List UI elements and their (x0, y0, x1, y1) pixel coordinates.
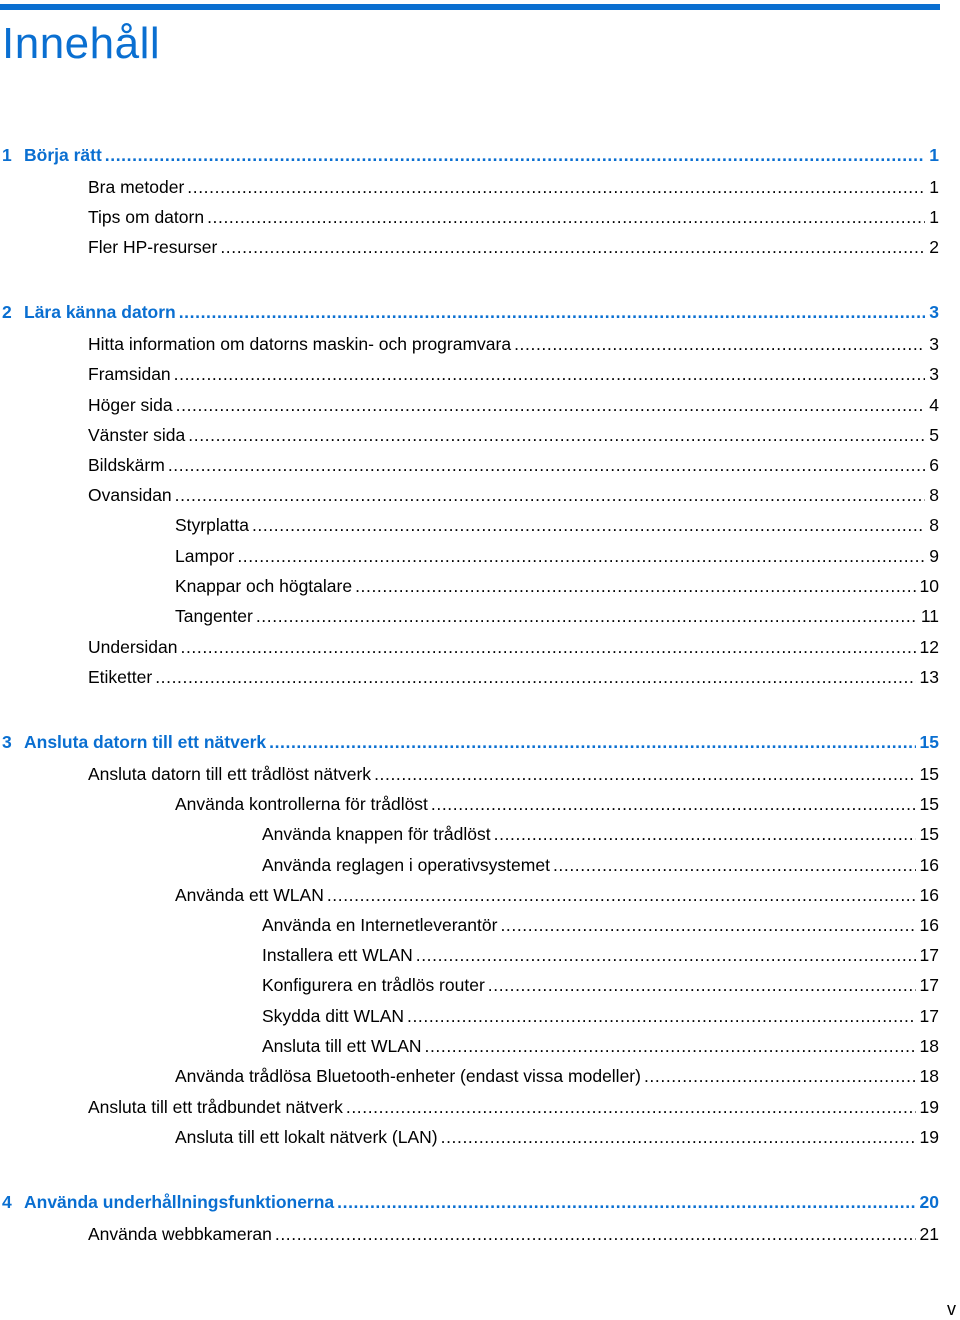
toc-entry[interactable] (88, 235, 939, 259)
toc-entry-label: Bra metoder (88, 177, 185, 197)
toc-page-number: 17 (919, 945, 939, 965)
toc-entry-label: Framsidan (88, 364, 171, 384)
toc-dot-leader (416, 943, 916, 967)
toc-entry-label: Etiketter (88, 667, 153, 687)
toc-entry-label: Bildskärm (88, 455, 165, 475)
toc-entry[interactable] (88, 362, 939, 386)
toc-page-number: 18 (919, 1066, 939, 1086)
toc-entry-label (2, 730, 269, 754)
toc-entry-label: Installera ett WLAN (262, 945, 413, 965)
toc-entry[interactable] (88, 453, 939, 477)
toc-entry-label: Använda trådlösa Bluetooth-enheter (endast vissa modeller) (175, 1066, 641, 1086)
toc-chapter-number: 2 (2, 302, 12, 322)
toc-dot-leader (514, 332, 925, 356)
toc-entry-label (2, 300, 179, 324)
toc-dot-leader (256, 604, 917, 628)
toc-dot-leader (644, 1064, 916, 1088)
toc-dot-leader (175, 483, 926, 507)
toc-chapter-number: 3 (2, 732, 12, 752)
toc-entry-label: Höger sida (88, 395, 173, 415)
toc-chapter-number: 4 (2, 1192, 12, 1212)
toc-entry[interactable] (88, 423, 939, 447)
toc-entry-label: Ansluta till ett WLAN (262, 1036, 422, 1056)
toc-entry-label: Konfigurera en trådlös router (262, 975, 485, 995)
toc-page-number: 16 (919, 855, 939, 875)
toc-chapter-title: Använda underhållningsfunktionerna (24, 1192, 335, 1212)
toc-entry-label: Fler HP-resurser (88, 237, 218, 257)
toc-dot-leader (494, 822, 916, 846)
toc-entry-label: Skydda ditt WLAN (262, 1006, 404, 1026)
toc-dot-leader (187, 175, 925, 199)
toc-entry[interactable] (262, 943, 939, 967)
toc-dot-leader (179, 300, 926, 324)
toc-entry[interactable] (88, 1095, 939, 1119)
toc-chapter-entry[interactable] (2, 1190, 939, 1214)
toc-entry-label: Tangenter (175, 606, 253, 626)
toc-page-number: 3 (929, 334, 939, 354)
toc-chapter-entry[interactable] (2, 730, 939, 754)
toc-entry-label: Ansluta till ett trådbundet nätverk (88, 1097, 343, 1117)
toc-dot-leader (337, 1190, 915, 1214)
toc-page-number: 21 (919, 1224, 939, 1244)
toc-page-number: 20 (919, 1192, 939, 1212)
toc-dot-leader (207, 205, 925, 229)
toc-dot-leader (346, 1095, 916, 1119)
toc-page-number: 1 (929, 207, 939, 227)
toc-page-number: 1 (929, 145, 939, 165)
toc-dot-leader (374, 762, 915, 786)
toc-page-number: 13 (919, 667, 939, 687)
toc-entry[interactable] (88, 483, 939, 507)
toc-page-number: 11 (920, 606, 939, 626)
toc-page-number: 15 (919, 794, 939, 814)
toc-chapter-title: Ansluta datorn till ett nätverk (24, 732, 267, 752)
toc-entry-label (2, 143, 105, 167)
toc-dot-leader (174, 362, 926, 386)
toc-page-number: 3 (929, 302, 939, 322)
toc-entry-label: Använda reglagen i operativsystemet (262, 855, 550, 875)
toc-entry[interactable] (88, 175, 939, 199)
toc-chapter-entry[interactable] (2, 143, 939, 167)
toc-page-number: 17 (919, 975, 939, 995)
toc-entry-label: Hitta information om datorns maskin- och programvara (88, 334, 512, 354)
toc-entry[interactable] (175, 604, 939, 628)
toc-page-number: 15 (919, 824, 939, 844)
toc-page-number: 5 (929, 425, 939, 445)
toc-entry-label: Använda webbkameran (88, 1224, 272, 1244)
page-title: Innehåll (2, 19, 161, 68)
toc-entry[interactable] (262, 1004, 939, 1028)
toc-dot-leader (237, 544, 925, 568)
toc-page-number: 18 (919, 1036, 939, 1056)
toc-entry-label: Använda en Internetleverantör (262, 915, 498, 935)
toc-entry-label: Undersidan (88, 637, 178, 657)
toc-entry[interactable] (262, 1034, 939, 1058)
toc-dot-leader (155, 665, 915, 689)
toc-page-number: 9 (929, 546, 939, 566)
toc-entry-label: Ansluta till ett lokalt nätverk (LAN) (175, 1127, 438, 1147)
toc-page-number: 15 (919, 732, 939, 752)
toc-dot-leader (441, 1125, 916, 1149)
toc-dot-leader (188, 423, 925, 447)
toc-page-number: 4 (929, 395, 939, 415)
toc-entry[interactable] (88, 665, 939, 689)
toc-entry-label (2, 1190, 337, 1214)
toc-entry[interactable] (88, 393, 939, 417)
toc-page-number: 12 (919, 637, 939, 657)
toc-dot-leader (553, 853, 916, 877)
toc-entry[interactable] (262, 822, 939, 846)
toc-entry[interactable] (88, 762, 939, 786)
toc-entry-label: Ovansidan (88, 485, 172, 505)
toc-page-number: 3 (929, 364, 939, 384)
toc-entry-label: Tips om datorn (88, 207, 205, 227)
toc-page-number: 17 (919, 1006, 939, 1026)
toc-dot-leader (168, 453, 925, 477)
toc-page-number: 1 (929, 177, 939, 197)
toc-entry-label: Styrplatta (175, 515, 249, 535)
toc-entry-label: Ansluta datorn till ett trådlöst nätverk (88, 764, 372, 784)
toc-entry[interactable] (88, 205, 939, 229)
toc-entry-label: Använda knappen för trådlöst (262, 824, 491, 844)
toc-entry[interactable] (262, 913, 939, 937)
toc-page-number: 19 (919, 1097, 939, 1117)
toc-dot-leader (105, 143, 925, 167)
toc-page-number: 8 (929, 515, 939, 535)
toc-dot-leader (252, 513, 925, 537)
toc-dot-leader (355, 574, 915, 598)
toc-dot-leader (425, 1034, 916, 1058)
toc-page-number: 6 (929, 455, 939, 475)
page-number: v (947, 1299, 956, 1319)
toc-dot-leader (275, 1222, 916, 1246)
toc-entry-label: Knappar och högtalare (175, 576, 353, 596)
toc-entry[interactable] (175, 574, 939, 598)
toc-entry-label: Använda ett WLAN (175, 885, 324, 905)
toc-page-number: 10 (919, 576, 939, 596)
toc-dot-leader (181, 635, 916, 659)
toc-chapter-entry[interactable] (2, 300, 939, 324)
toc-entry[interactable] (175, 792, 939, 816)
toc-chapter-title: Börja rätt (24, 145, 102, 165)
toc-entry[interactable] (88, 332, 939, 356)
toc-entry-label: Lampor (175, 546, 235, 566)
toc-entry[interactable] (88, 635, 939, 659)
toc-entry[interactable] (175, 1064, 939, 1088)
toc-page-number: 2 (929, 237, 939, 257)
toc-dot-leader (407, 1004, 916, 1028)
toc-entry[interactable] (175, 1125, 939, 1149)
toc-dot-leader (327, 883, 916, 907)
toc-entry[interactable] (175, 544, 939, 568)
toc-dot-leader (269, 730, 915, 754)
toc-entry[interactable] (175, 513, 939, 537)
toc-page-number: 16 (919, 915, 939, 935)
toc-entry-label: Vänster sida (88, 425, 186, 445)
toc-entry-label: Använda kontrollerna för trådlöst (175, 794, 428, 814)
toc-entry[interactable] (175, 883, 939, 907)
toc-page-number: 8 (929, 485, 939, 505)
toc-dot-leader (431, 792, 916, 816)
toc-chapter-number: 1 (2, 145, 12, 165)
toc-entry[interactable] (262, 973, 939, 997)
toc-dot-leader (220, 235, 925, 259)
toc-chapter-title: Lära känna datorn (24, 302, 176, 322)
toc-dot-leader (488, 973, 916, 997)
toc-dot-leader (176, 393, 926, 417)
toc-dot-leader (500, 913, 915, 937)
toc-entry[interactable] (88, 1222, 939, 1246)
toc-page-number: 16 (919, 885, 939, 905)
toc-page-number: 15 (919, 764, 939, 784)
toc-page-number: 19 (919, 1127, 939, 1147)
toc-entry[interactable] (262, 853, 939, 877)
